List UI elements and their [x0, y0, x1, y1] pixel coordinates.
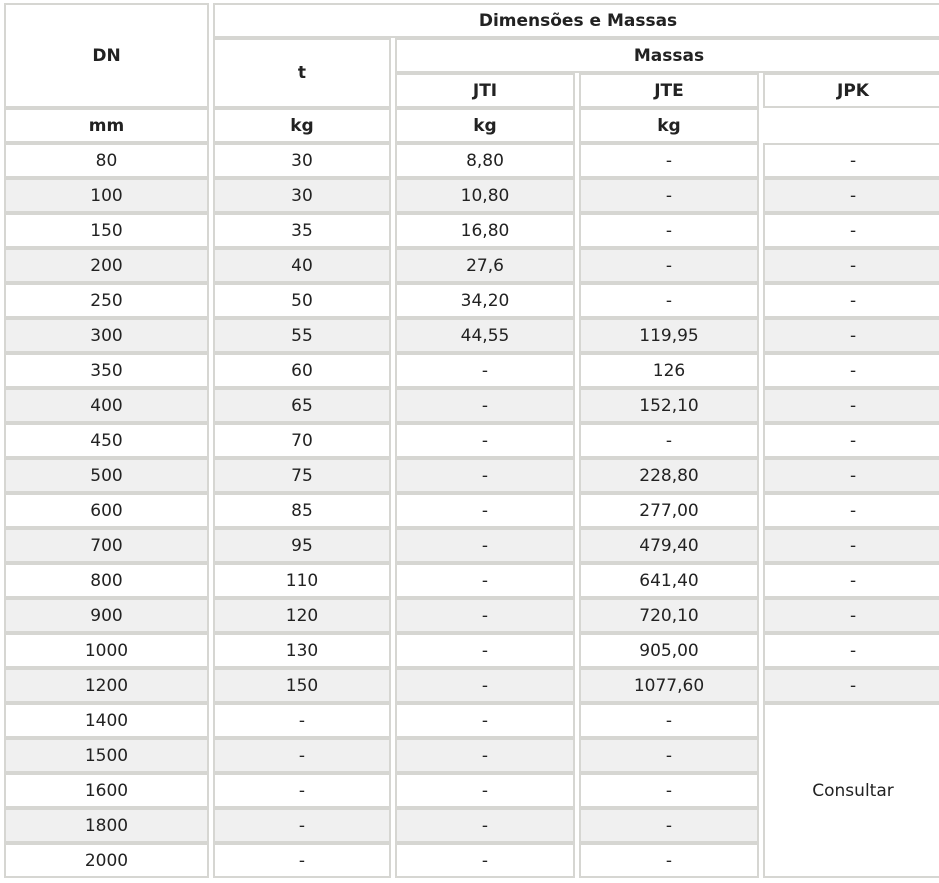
table-row — [4, 703, 939, 738]
cell-jti: - — [395, 528, 575, 563]
cell-t: - — [213, 738, 391, 773]
cell-dn: 1200 — [4, 668, 209, 703]
cell-t: 60 — [213, 353, 391, 388]
cell-jti: 27,6 — [395, 248, 575, 283]
table-row — [4, 458, 939, 493]
cell-jpk: - — [763, 388, 939, 423]
table-row — [4, 633, 939, 668]
cell-jte: 126 — [579, 353, 759, 388]
cell-jte: 152,10 — [579, 388, 759, 423]
cell-jpk: - — [763, 598, 939, 633]
cell-jti: 10,80 — [395, 178, 575, 213]
cell-jpk: - — [763, 213, 939, 248]
cell-t: 30 — [213, 178, 391, 213]
cell-t: 30 — [213, 143, 391, 178]
cell-dn: 700 — [4, 528, 209, 563]
cell-t: 120 — [213, 598, 391, 633]
cell-jti: - — [395, 563, 575, 598]
cell-jti: - — [395, 353, 575, 388]
cell-dn: 200 — [4, 248, 209, 283]
cell-jpk: - — [763, 563, 939, 598]
cell-jti: 44,55 — [395, 318, 575, 353]
cell-jte: - — [579, 843, 759, 878]
cell-jti: - — [395, 703, 575, 738]
cell-jte: 905,00 — [579, 633, 759, 668]
table-row — [4, 563, 939, 598]
cell-jpk: - — [763, 353, 939, 388]
cell-t: 50 — [213, 283, 391, 318]
cell-dn: 300 — [4, 318, 209, 353]
cell-t: 65 — [213, 388, 391, 423]
table-row — [4, 423, 939, 458]
cell-jti: - — [395, 668, 575, 703]
header-t: t — [213, 38, 391, 108]
cell-t: 110 — [213, 563, 391, 598]
cell-t: - — [213, 808, 391, 843]
header-jpk: JPK — [763, 73, 939, 108]
table-row — [4, 178, 939, 213]
cell-dn: 800 — [4, 563, 209, 598]
cell-jte: - — [579, 703, 759, 738]
cell-jpk: - — [763, 633, 939, 668]
cell-jpk: - — [763, 668, 939, 703]
table-row — [4, 353, 939, 388]
cell-t: 130 — [213, 633, 391, 668]
header-unit-jti: kg — [213, 108, 391, 143]
table-row — [4, 248, 939, 283]
table-row — [4, 213, 939, 248]
table-row — [4, 528, 939, 563]
header-row-1 — [4, 3, 939, 38]
cell-dn: 350 — [4, 353, 209, 388]
cell-consultar: Consultar — [763, 703, 939, 878]
cell-jte: - — [579, 178, 759, 213]
cell-dn: 1800 — [4, 808, 209, 843]
cell-jte: 720,10 — [579, 598, 759, 633]
cell-dn: 400 — [4, 388, 209, 423]
cell-dn: 900 — [4, 598, 209, 633]
cell-jte: - — [579, 773, 759, 808]
cell-dn: 100 — [4, 178, 209, 213]
cell-t: 40 — [213, 248, 391, 283]
cell-jpk: - — [763, 423, 939, 458]
cell-jte: 277,00 — [579, 493, 759, 528]
header-unit-jte: kg — [395, 108, 575, 143]
cell-jte: - — [579, 808, 759, 843]
cell-jpk: - — [763, 283, 939, 318]
cell-dn: 1500 — [4, 738, 209, 773]
cell-jte: - — [579, 248, 759, 283]
header-jte: JTE — [579, 73, 759, 108]
cell-dn: 1600 — [4, 773, 209, 808]
cell-jte: 119,95 — [579, 318, 759, 353]
cell-jte: - — [579, 738, 759, 773]
header-massas: Massas — [395, 38, 939, 73]
cell-t: 70 — [213, 423, 391, 458]
cell-jti: 16,80 — [395, 213, 575, 248]
cell-jpk: - — [763, 528, 939, 563]
cell-dn: 450 — [4, 423, 209, 458]
cell-jte: - — [579, 283, 759, 318]
table-row — [4, 318, 939, 353]
header-units-row — [4, 108, 939, 143]
header-dimensions-group: Dimensões e Massas — [213, 3, 939, 38]
cell-t: 95 — [213, 528, 391, 563]
dimensions-table — [0, 3, 939, 878]
cell-jti: - — [395, 773, 575, 808]
cell-jti: - — [395, 493, 575, 528]
cell-jte: - — [579, 143, 759, 178]
cell-jte: 641,40 — [579, 563, 759, 598]
header-dn: DN — [4, 3, 209, 108]
cell-jte: 479,40 — [579, 528, 759, 563]
cell-dn: 250 — [4, 283, 209, 318]
cell-t: 85 — [213, 493, 391, 528]
cell-jpk: - — [763, 248, 939, 283]
cell-dn: 150 — [4, 213, 209, 248]
cell-jti: 8,80 — [395, 143, 575, 178]
cell-jti: - — [395, 633, 575, 668]
cell-t: 75 — [213, 458, 391, 493]
cell-jti: - — [395, 843, 575, 878]
cell-jti: - — [395, 423, 575, 458]
cell-jpk: - — [763, 178, 939, 213]
cell-t: 35 — [213, 213, 391, 248]
cell-jti: 34,20 — [395, 283, 575, 318]
cell-dn: 1400 — [4, 703, 209, 738]
cell-jpk: - — [763, 318, 939, 353]
cell-jti: - — [395, 808, 575, 843]
cell-jti: - — [395, 738, 575, 773]
cell-dn: 500 — [4, 458, 209, 493]
cell-jti: - — [395, 598, 575, 633]
header-unit-jpk: kg — [579, 108, 759, 143]
header-unit-t: mm — [4, 108, 209, 143]
cell-jte: 228,80 — [579, 458, 759, 493]
header-jti: JTI — [395, 73, 575, 108]
table-row — [4, 598, 939, 633]
cell-jti: - — [395, 458, 575, 493]
cell-t: - — [213, 703, 391, 738]
cell-jpk: - — [763, 458, 939, 493]
table-row — [4, 283, 939, 318]
cell-t: 150 — [213, 668, 391, 703]
cell-t: - — [213, 843, 391, 878]
cell-dn: 2000 — [4, 843, 209, 878]
cell-dn: 1000 — [4, 633, 209, 668]
cell-t: 55 — [213, 318, 391, 353]
table-row — [4, 493, 939, 528]
table-row — [4, 143, 939, 178]
cell-jte: - — [579, 423, 759, 458]
cell-dn: 80 — [4, 143, 209, 178]
table-row — [4, 388, 939, 423]
cell-t: - — [213, 773, 391, 808]
cell-jpk: - — [763, 493, 939, 528]
cell-jpk: - — [763, 143, 939, 178]
cell-dn: 600 — [4, 493, 209, 528]
cell-jti: - — [395, 388, 575, 423]
cell-jte: - — [579, 213, 759, 248]
table-row — [4, 668, 939, 703]
cell-jte: 1077,60 — [579, 668, 759, 703]
